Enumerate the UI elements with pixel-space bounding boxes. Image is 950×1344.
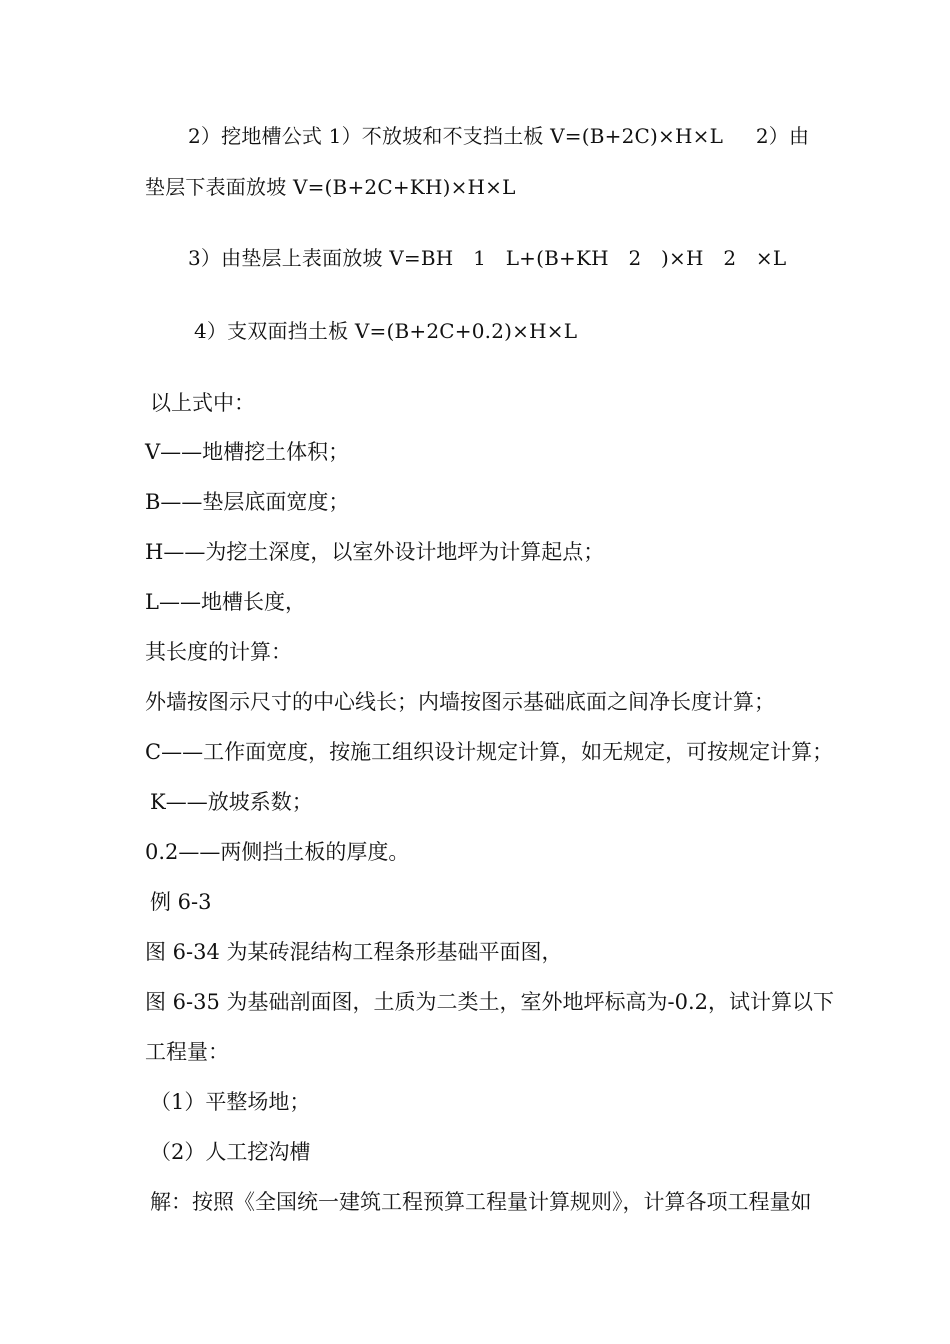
text-line: 以上式中： (150, 391, 255, 415)
text-line: 其长度的计算： (145, 640, 292, 664)
definition-v: V——地槽挖土体积； (145, 440, 350, 464)
definition-board-thickness: 0.2——两侧挡土板的厚度。 (145, 840, 410, 864)
definition-k: K——放坡系数； (150, 790, 313, 814)
definition-l: L——地槽长度， (145, 590, 306, 614)
formula-line-trench-2: 垫层下表面放坡 V=(B+2C+KH)×H×L (145, 175, 516, 199)
text-line: 外墙按图示尺寸的中心线长；内墙按图示基础底面之间净长度计算； (145, 690, 775, 714)
example-heading: 例 6-3 (150, 890, 212, 914)
formula-line-trench-3: 3）由垫层上表面放坡 V=BH 1 L+(B+KH 2 )×H 2 ×L (188, 246, 787, 270)
text-line: 图 6-34 为某砖混结构工程条形基础平面图， (145, 940, 563, 964)
text-line: 工程量： (145, 1040, 229, 1064)
formula-line-trench-4: 4）支双面挡土板 V=(B+2C+0.2)×H×L (194, 319, 578, 343)
definition-b: B——垫层底面宽度； (145, 490, 350, 514)
definition-c: C——工作面宽度，按施工组织设计规定计算，如无规定，可按规定计算； (145, 740, 834, 764)
text-line: 解：按照《全国统一建筑工程预算工程量计算规则》，计算各项工程量如 (150, 1190, 812, 1214)
list-item: （1）平整场地； (150, 1090, 311, 1114)
formula-line-trench-1: 2）挖地槽公式 1）不放坡和不支挡土板 V=(B+2C)×H×L 2）由 (188, 124, 810, 148)
definition-h: H——为挖土深度，以室外设计地坪为计算起点； (145, 540, 605, 564)
text-line: 图 6-35 为基础剖面图，土质为二类土，室外地坪标高为-0.2，试计算以下 (145, 990, 835, 1014)
list-item: （2）人工挖沟槽 (150, 1140, 311, 1164)
